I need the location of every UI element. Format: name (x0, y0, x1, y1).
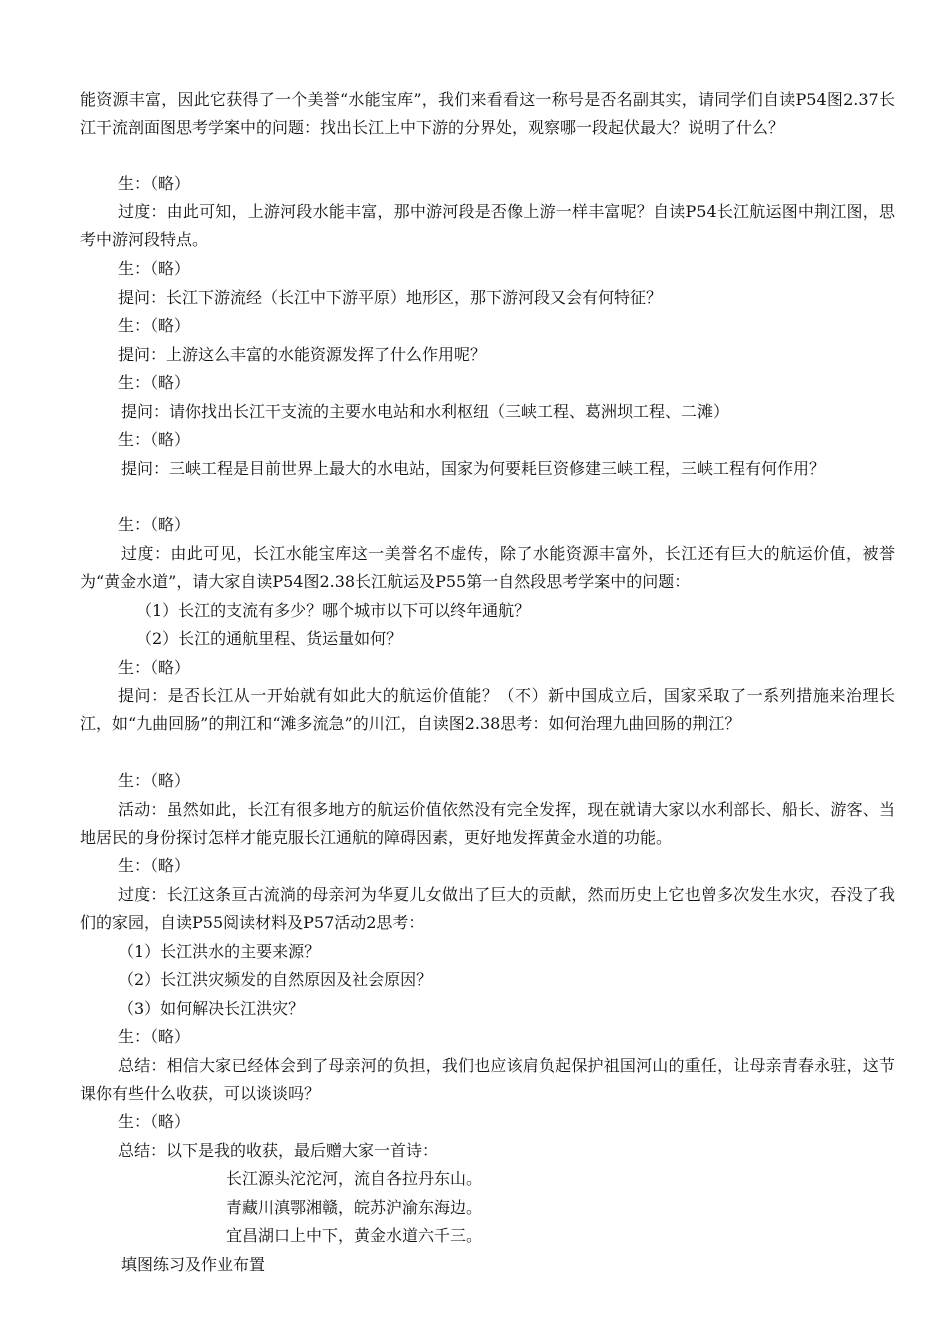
paragraph-intro: 能资源丰富，因此它获得了一个美誉“水能宝库”，我们来看看这一称号是否名副其实，请同学们自读P54图2.37长江干流剖面图思考学案中的问题：找出长江上中下游的分界处，观察哪一段起伏最大？说明了什么？ (80, 90, 895, 137)
paragraph-answer: 生：（略） (118, 771, 191, 790)
paragraph-summary: 总结：以下是我的收获，最后赠大家一首诗： (118, 1141, 439, 1160)
paragraph-summary: 总结：相信大家已经体会到了母亲河的负担，我们也应该肩负起保护祖国河山的重任，让母亲青春永驻，这节课你有些什么收获，可以谈谈吗？ (80, 1056, 895, 1103)
paragraph-list-item: （3）如何解决长江洪灾？ (118, 999, 305, 1018)
paragraph-question: 提问：三峡工程是目前世界上最大的水电站，国家为何要耗巨资修建三峡工程，三峡工程有何作用？ (121, 459, 826, 478)
paragraph-answer: 生：（略） (118, 430, 191, 449)
paragraph-answer: 生：（略） (118, 515, 191, 534)
paragraph-answer: 生：（略） (118, 174, 191, 193)
paragraph-answer: 生：（略） (118, 856, 191, 875)
paragraph-question: 提问：请你找出长江干支流的主要水电站和水利枢纽（三峡工程、葛洲坝工程、二滩） (121, 402, 730, 421)
paragraph-question: 提问：是否长江从一开始就有如此大的航运价值能？（不）新中国成立后，国家采取了一系列措施来治理长江，如“九曲回肠”的荆江和“滩多流急”的川江，自读图2.38思考：如何治理九曲回肠的荆江？ (80, 686, 895, 733)
paragraph-list-item: （1）长江的支流有多少？哪个城市以下可以终年通航？ (136, 601, 531, 620)
paragraph-answer: 生：（略） (118, 259, 191, 278)
poem-line: 宜昌湖口上中下，黄金水道六千三。 (226, 1226, 483, 1245)
paragraph-transition: 过度：长江这条亘古流淌的母亲河为华夏儿女做出了巨大的贡献，然而历史上它也曾多次发生水灾，吞没了我们的家园，自读P55阅读材料及P57活动2思考： (80, 885, 895, 932)
paragraph-answer: 生：（略） (118, 658, 191, 677)
poem-line: 青藏川滇鄂湘赣，皖苏沪渝东海边。 (226, 1198, 483, 1217)
paragraph-question: 提问：长江下游流经（长江中下游平原）地形区，那下游河段又会有何特征？ (118, 288, 663, 307)
paragraph-transition: 过度：由此可见，长江水能宝库这一美誉名不虚传，除了水能资源丰富外，长江还有巨大的航运价值，被誉为“黄金水道”，请大家自读P54图2.38长江航运及P55第一自然段思考学案中的问题： (80, 544, 895, 591)
paragraph-answer: 生：（略） (118, 1027, 191, 1046)
paragraph-closing: 填图练习及作业布置 (121, 1255, 266, 1274)
paragraph-answer: 生：（略） (118, 1112, 191, 1131)
paragraph-transition: 过度：由此可知，上游河段水能丰富，那中游河段是否像上游一样丰富呢？自读P54长江航运图中荆江图，思考中游河段特点。 (80, 202, 895, 249)
paragraph-answer: 生：（略） (118, 316, 191, 335)
paragraph-activity: 活动：虽然如此，长江有很多地方的航运价值依然没有完全发挥，现在就请大家以水利部长、船长、游客、当地居民的身份探讨怎样才能克服长江通航的障碍因素，更好地发挥黄金水道的功能。 (80, 800, 895, 847)
paragraph-answer: 生：（略） (118, 373, 191, 392)
paragraph-list-item: （2）长江的通航里程、货运量如何？ (136, 629, 403, 648)
paragraph-list-item: （2）长江洪灾频发的自然原因及社会原因？ (118, 970, 433, 989)
paragraph-list-item: （1）长江洪水的主要来源？ (118, 942, 321, 961)
poem-line: 长江源头沱沱河，流自各拉丹东山。 (226, 1169, 483, 1188)
paragraph-question: 提问：上游这么丰富的水能资源发挥了什么作用呢？ (118, 345, 487, 364)
